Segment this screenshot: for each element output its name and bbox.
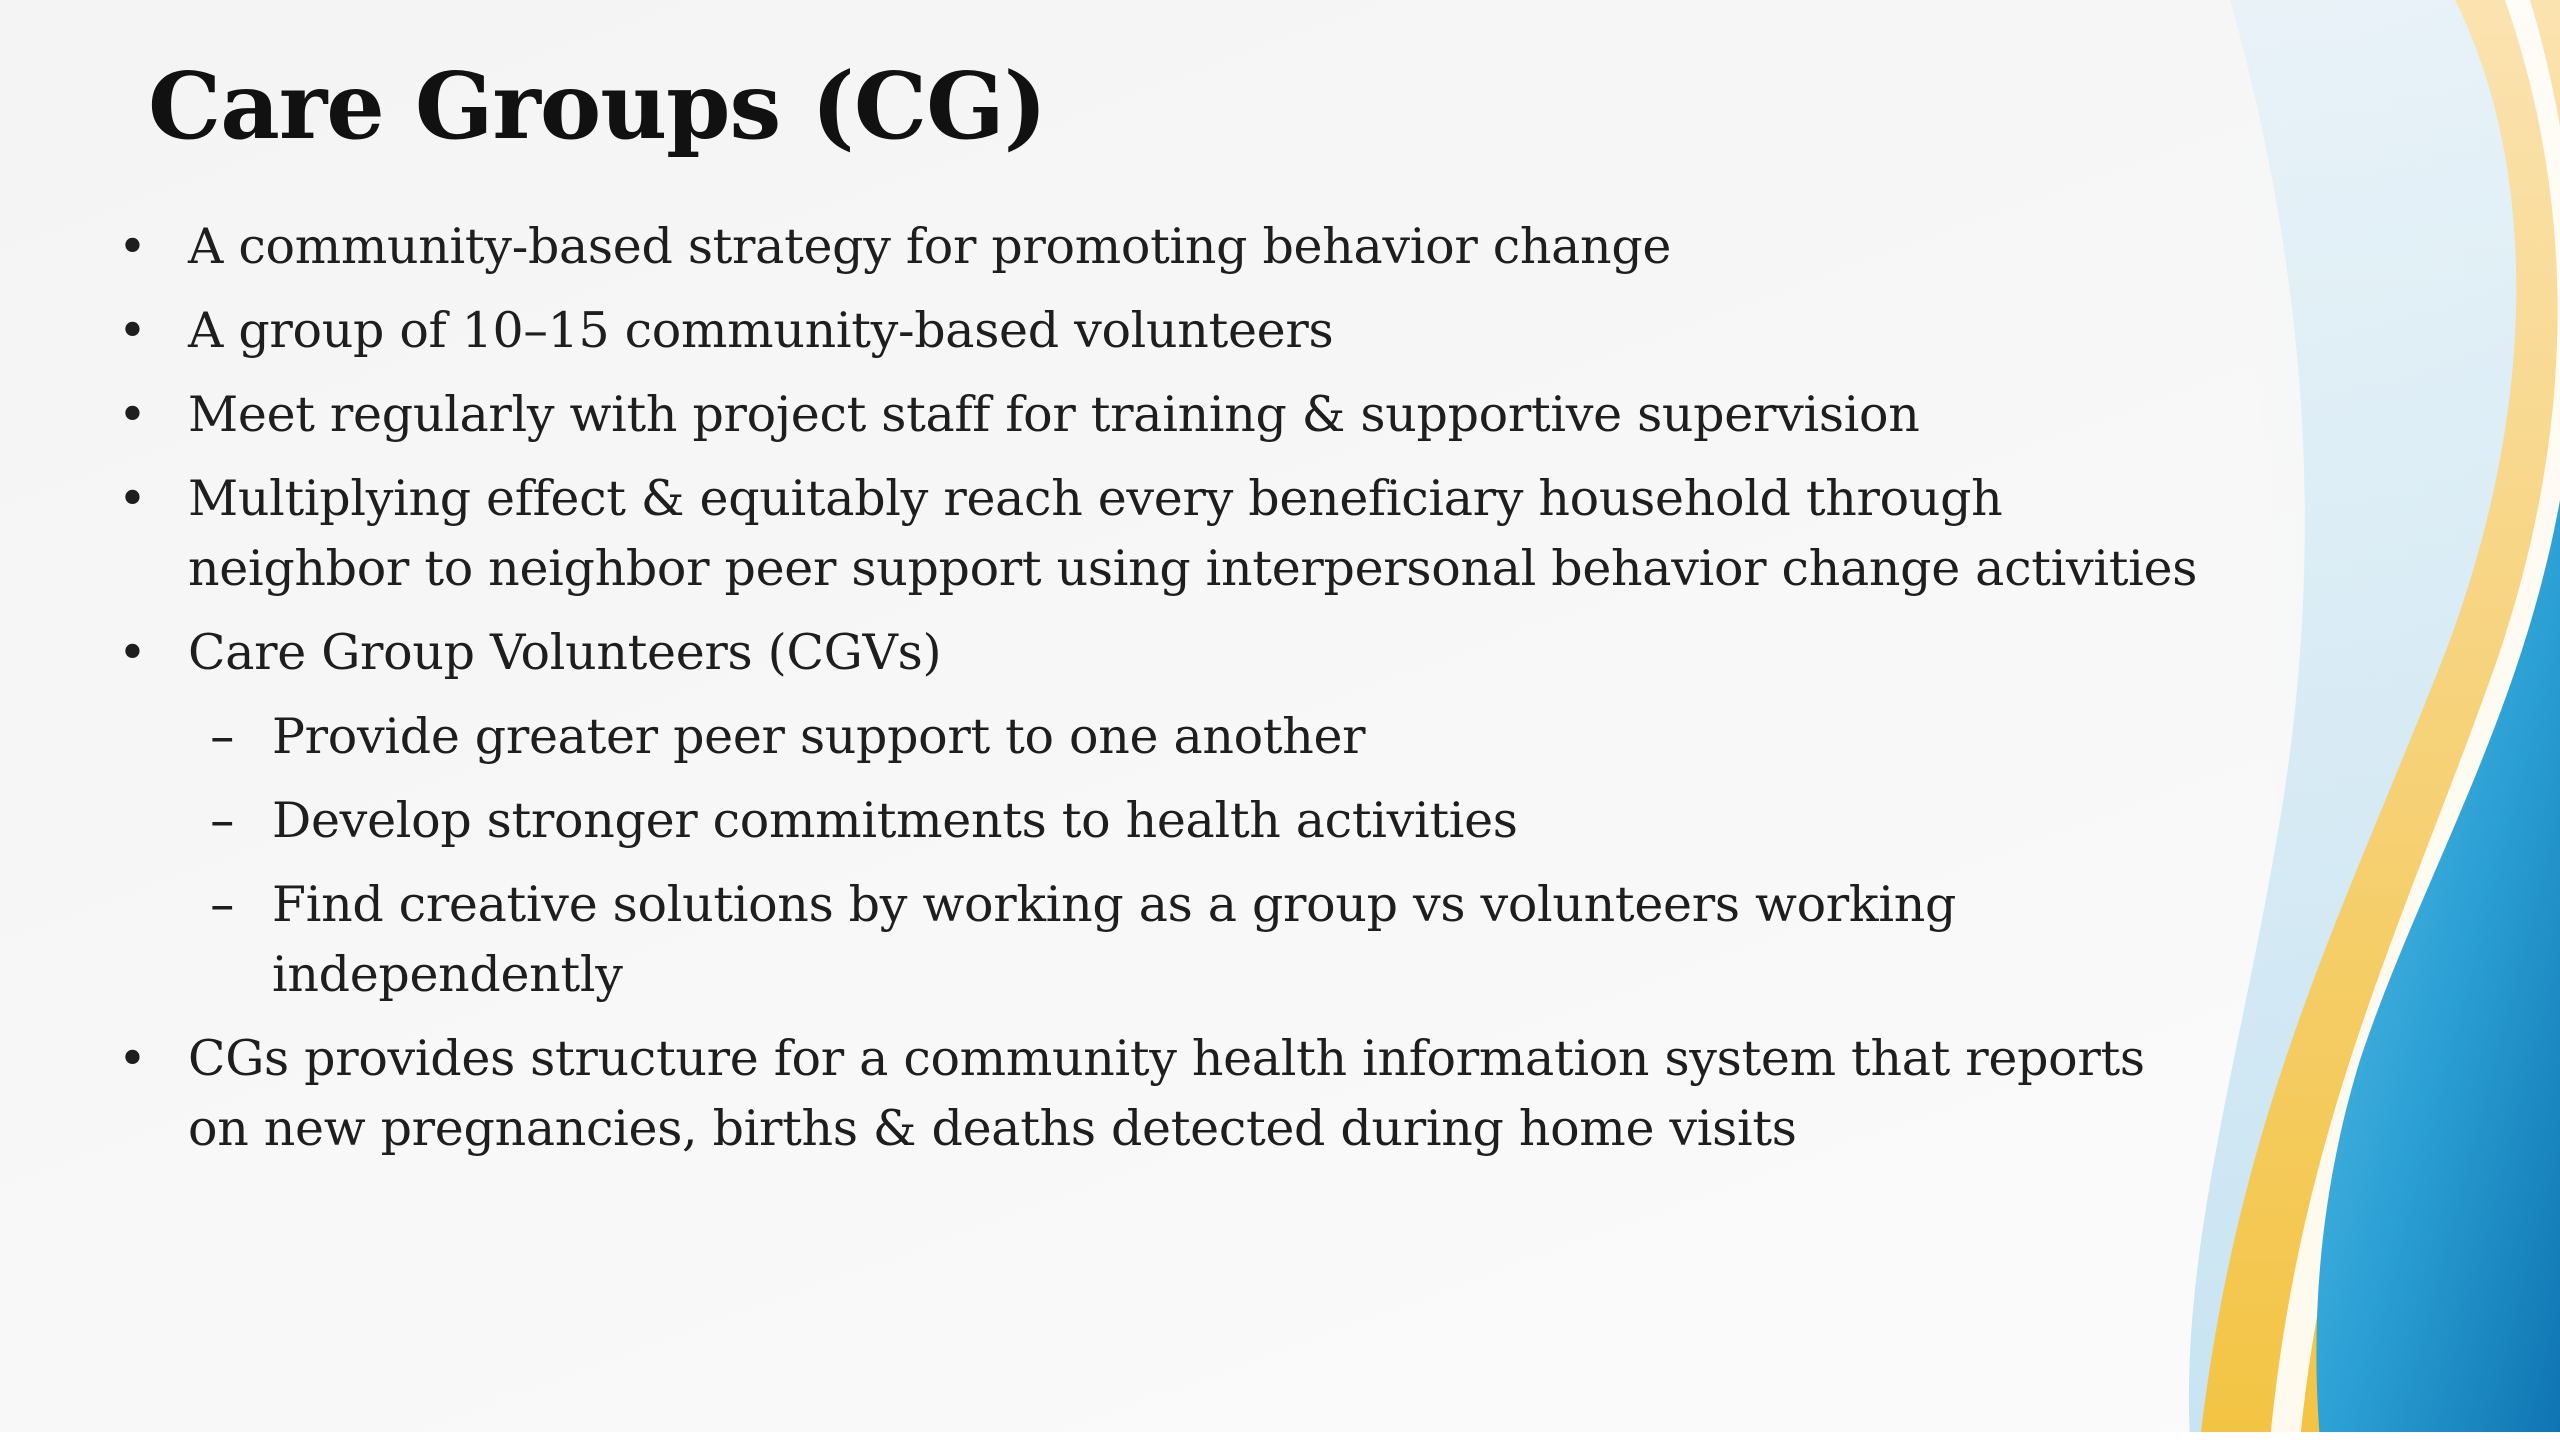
bullet-marker: • xyxy=(118,218,147,275)
bottom-band xyxy=(0,1432,2560,1440)
bullet-text: Multiplying effect & equitably reach every beneficiary household through neighbor to neighbor peer support using interpersonal behavior change activities xyxy=(188,470,2198,597)
bullet-text: CGs provides structure for a community health information system that reports on new pregnancies, births & deaths detected during home visits xyxy=(188,1030,2145,1157)
bullet-item xyxy=(112,1024,2202,1164)
bullet-text: A community-based strategy for promoting behavior change xyxy=(188,218,1672,275)
bullet-marker: • xyxy=(118,1030,147,1087)
bullet-item xyxy=(112,212,2202,282)
bullet-text: Care Group Volunteers (CGVs) xyxy=(188,624,942,681)
bullet-text: Meet regularly with project staff for training & supportive supervision xyxy=(188,386,1920,443)
sub-bullet-text: Provide greater peer support to one another xyxy=(272,708,1366,765)
dash-marker: – xyxy=(210,792,235,849)
bullet-list xyxy=(112,212,2202,1178)
bullet-text: A group of 10–15 community-based volunteers xyxy=(188,302,1334,359)
bullet-marker: • xyxy=(118,386,147,443)
bullet-marker: • xyxy=(118,302,147,359)
sub-bullet-text: Develop stronger commitments to health activities xyxy=(272,792,1518,849)
bullet-item xyxy=(112,464,2202,604)
sub-bullet-item xyxy=(112,870,2202,1010)
bullet-marker: • xyxy=(118,470,147,527)
sub-bullet-item xyxy=(112,786,2202,856)
sub-bullet-text: Find creative solutions by working as a group vs volunteers working independently xyxy=(272,876,1957,1003)
bullet-marker: • xyxy=(118,624,147,681)
dash-marker: – xyxy=(210,876,235,933)
bullet-item xyxy=(112,618,2202,688)
bullet-item xyxy=(112,380,2202,450)
slide-title: Care Groups (CG) xyxy=(148,52,1047,160)
sub-bullet-item xyxy=(112,702,2202,772)
bullet-item xyxy=(112,296,2202,366)
dash-marker: – xyxy=(210,708,235,765)
